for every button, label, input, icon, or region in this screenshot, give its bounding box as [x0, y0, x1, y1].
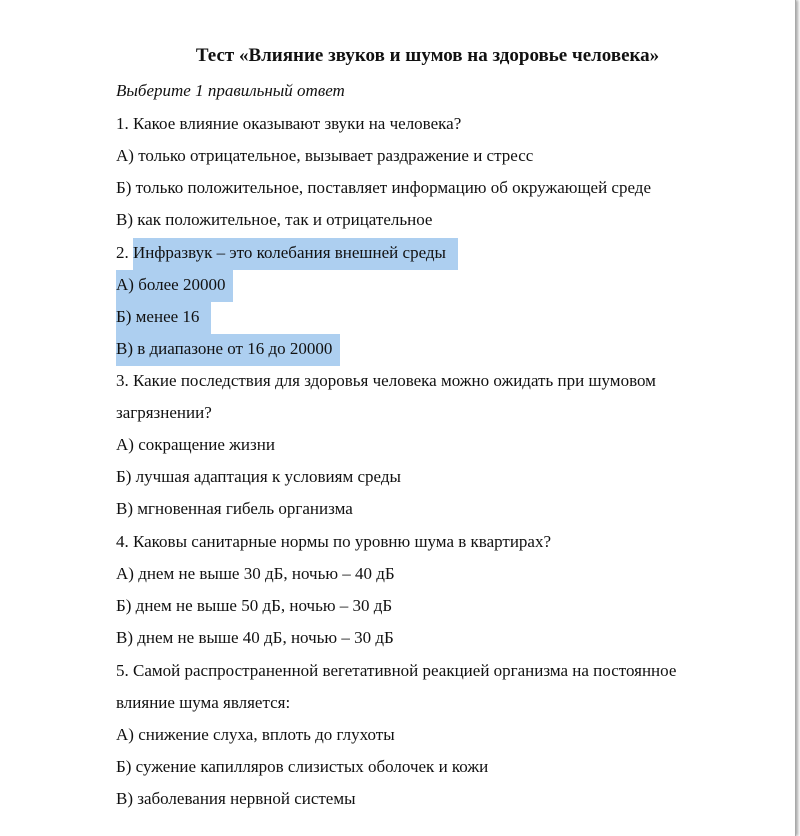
q2-option-b[interactable]	[116, 302, 211, 334]
q2-option-a-selected-text[interactable]: А) более 20000	[116, 270, 233, 302]
question-2-number: 2.	[116, 243, 133, 262]
q5-option-a: А) снижение слуха, вплоть до глухоты	[116, 725, 395, 744]
q2-option-c[interactable]	[116, 334, 340, 366]
question-5-line-2: влияние шума является:	[116, 693, 291, 712]
question-2-selected-text[interactable]: Инфразвук – это колебания внешней среды	[133, 238, 458, 270]
q1-option-c: В) как положительное, так и отрицательное	[116, 210, 433, 229]
q4-option-b: Б) днем не выше 50 дБ, ночью – 30 дБ	[116, 596, 393, 615]
q1-option-a: А) только отрицательное, вызывает раздражение и стресс	[116, 146, 534, 165]
q2-option-c-selected-text[interactable]: В) в диапазоне от 16 до 20000	[116, 334, 340, 366]
q5-option-b: Б) сужение капилляров слизистых оболочек и кожи	[116, 757, 489, 776]
document-title: Тест «Влияние звуков и шумов на здоровье человека»	[195, 45, 660, 66]
instruction-text: Выберите 1 правильный ответ	[116, 81, 345, 100]
q1-option-b: Б) только положительное, поставляет информацию об окружающей среде	[116, 178, 651, 197]
q4-option-a: А) днем не выше 30 дБ, ночью – 40 дБ	[116, 564, 395, 583]
q3-option-b: Б) лучшая адаптация к условиям среды	[116, 467, 401, 486]
question-1: 1. Какое влияние оказывают звуки на человека?	[116, 114, 462, 133]
q3-option-a: А) сокращение жизни	[116, 435, 275, 454]
question-3-line-2: загрязнении?	[116, 403, 212, 422]
q4-option-c: В) днем не выше 40 дБ, ночью – 30 дБ	[116, 628, 394, 647]
question-5-line-1: 5. Самой распространенной вегетативной реакцией организма на постоянное	[116, 661, 677, 680]
q5-option-c: В) заболевания нервной системы	[116, 789, 356, 808]
q3-option-c: В) мгновенная гибель организма	[116, 499, 353, 518]
q2-option-a[interactable]	[116, 270, 233, 302]
question-4: 4. Каковы санитарные нормы по уровню шума в квартирах?	[116, 532, 552, 551]
question-3-line-1: 3. Какие последствия для здоровья человека можно ожидать при шумовом	[116, 371, 656, 390]
question-2[interactable]	[116, 242, 458, 270]
q2-option-b-selected-text[interactable]: Б) менее 16	[116, 302, 211, 334]
